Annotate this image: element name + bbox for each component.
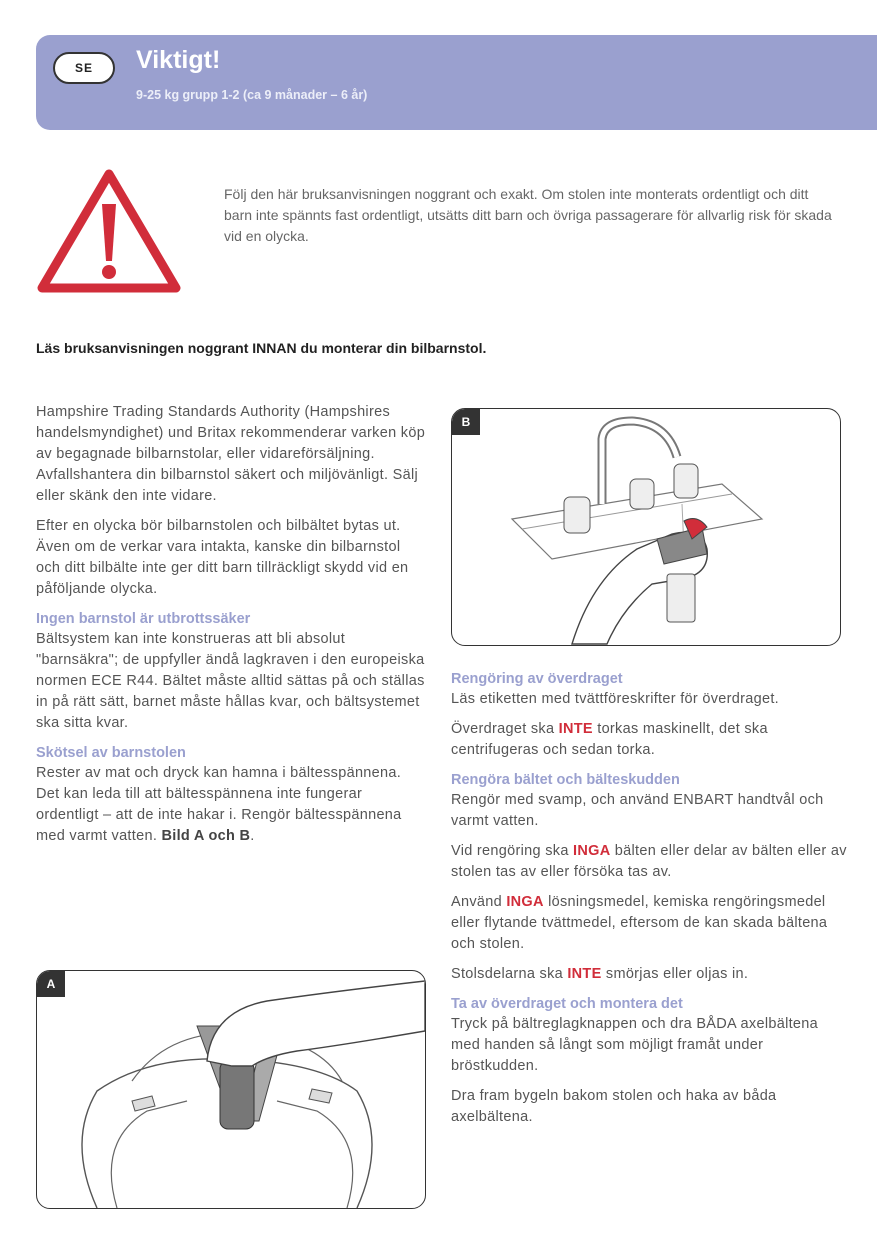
section-heading: Rengöra bältet och bälteskudden — [451, 772, 680, 788]
section-heading: Skötsel av barnstolen — [36, 745, 186, 761]
emphasis: INGA — [506, 894, 544, 910]
text: Använd — [451, 894, 507, 910]
paragraph — [451, 841, 851, 883]
left-column — [36, 402, 426, 856]
emphasis: INTE — [558, 721, 593, 737]
intro-instruction: Läs bruksanvisningen noggrant INNAN du monterar din bilbarnstol. — [36, 340, 487, 356]
paragraph: Bältsystem kan inte konstrueras att bli absolut "barnsäkra"; de uppfyller ändå lagkraven i den europeiska normen ECE R44. Bältet måste alltid sättas på och ställas in på rätt sätt, barnet måste hållas kvar, och bältsystemet ska sitta kvar. — [36, 631, 425, 731]
paragraph — [451, 964, 851, 985]
text: lösningsmedel, kemiska rengöringsmedel eller flytande tvättmedel, eftersom de kan skada bältena och stolen. — [451, 894, 828, 952]
language-badge: SE — [53, 52, 115, 84]
text: Rester av mat och dryck kan hamna i bältesspännena. Det kan leda till att bältesspännena inte fungerar ordentligt – att de inte hakar i. Rengör bältesspännena med varmt vatten. — [36, 765, 402, 844]
figure-a — [36, 970, 426, 1209]
section-heading: Rengöring av överdraget — [451, 671, 623, 687]
emphasis: INTE — [567, 966, 602, 982]
figure-label: B — [452, 409, 480, 435]
warning-triangle-icon — [36, 166, 182, 301]
page-subtitle: 9-25 kg grupp 1-2 (ca 9 månader – 6 år) — [136, 88, 368, 102]
paragraph: Dra fram bygeln bakom stolen och haka av båda axelbältena. — [451, 1088, 777, 1125]
paragraph — [451, 892, 851, 955]
section-heading: Ingen barnstol är utbrottssäker — [36, 611, 251, 627]
paragraph: Tryck på bältreglagknappen och dra BÅDA axelbältena med handen så långt som möjligt framåt under bröstkudden. — [451, 1016, 819, 1074]
figure-label: A — [37, 971, 65, 997]
right-column — [451, 669, 851, 1137]
sink-tap-illustration — [452, 409, 840, 645]
figure-b — [451, 408, 841, 646]
figure-reference: Bild A och B — [161, 828, 251, 844]
text: Stolsdelarna ska — [451, 966, 568, 982]
car-seat-illustration — [37, 971, 425, 1208]
paragraph: Efter en olycka bör bilbarnstolen och bilbältet bytas ut. Även om de verkar vara intakta, kanske din bilbarnstol och ditt bilbälte inte ger ditt barn tillräckligt skydd vid en påföljande olycka. — [36, 518, 409, 597]
paragraph — [451, 719, 851, 761]
paragraph: Läs etiketten med tvättföreskrifter för överdraget. — [451, 691, 779, 707]
emphasis: INGA — [573, 843, 611, 859]
text: torkas maskinellt, det ska centrifugeras och sedan torka. — [451, 721, 768, 758]
text: smörjas eller oljas in. — [601, 966, 749, 982]
text: Vid rengöring ska — [451, 843, 574, 859]
text: . — [250, 828, 255, 844]
warning-text: Följ den här bruksanvisningen noggrant och exakt. Om stolen inte monterats ordentligt och ditt barn inte spännts fast ordentligt, utsätts ditt barn och övriga passagerare för allvarlig risk för skada vid en olycka. — [224, 186, 832, 244]
paragraph — [36, 763, 426, 847]
section-heading: Ta av överdraget och montera det — [451, 996, 683, 1012]
paragraph: Rengör med svamp, och använd ENBART handtvål och varmt vatten. — [451, 792, 824, 829]
page-title: Viktigt! — [136, 46, 221, 74]
paragraph: Hampshire Trading Standards Authority (Hampshires handelsmyndighet) und Britax rekommenderar varken köp av begagnade bilbarnstolar, eller vidareförsäljning. Avfallshantera din bilbarnstol säkert och miljövänligt. Sälj eller skänk den inte vidare. — [36, 404, 426, 504]
text: Överdraget ska — [451, 721, 559, 737]
text: bälten eller delar av bälten eller av stolen tas av eller försöka tas av. — [451, 843, 847, 880]
